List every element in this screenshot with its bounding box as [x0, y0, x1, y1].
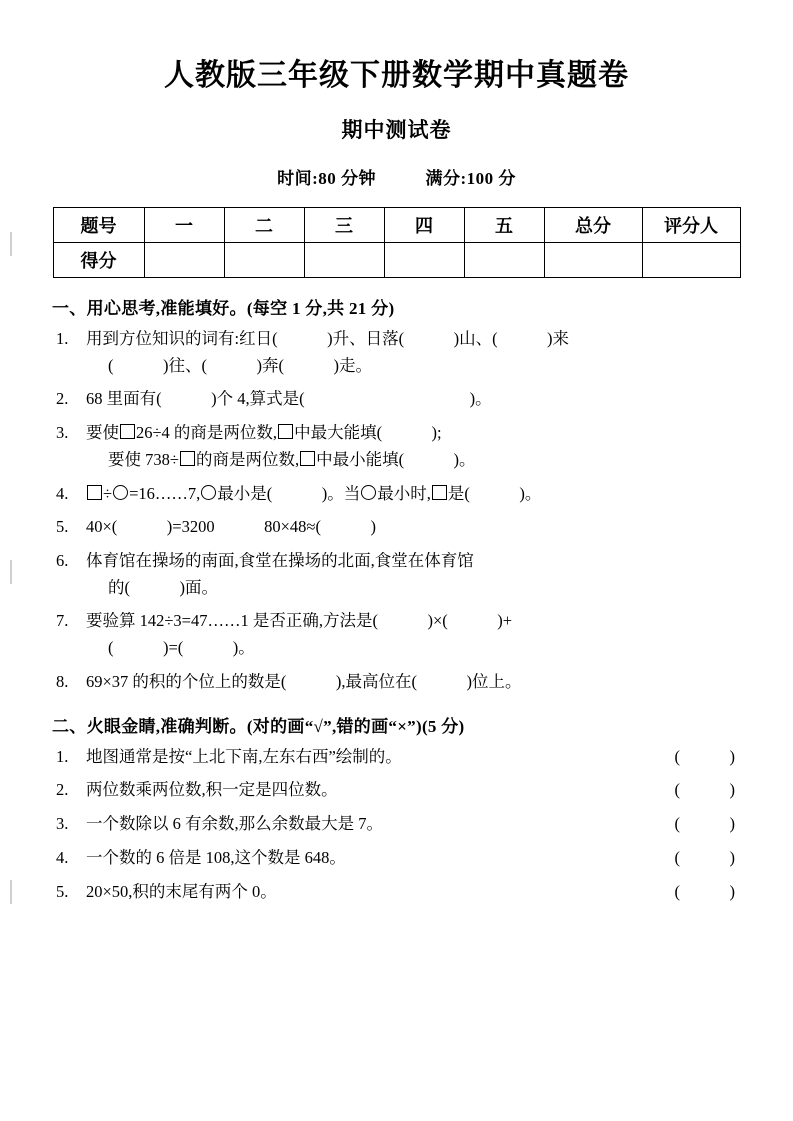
- section-heading-two: 二、火眼金睛,准确判断。(对的画“√”,错的画“×”)(5 分): [52, 716, 465, 736]
- score-input-cell[interactable]: [144, 243, 224, 278]
- question-number: 2.: [56, 780, 69, 800]
- square-box-icon: [87, 485, 102, 500]
- question-number: 1.: [56, 746, 69, 766]
- question-number: 4.: [56, 847, 69, 867]
- question-2-4: [52, 845, 741, 872]
- score-table-header-cell: 二: [224, 208, 304, 243]
- q3-text-f: 中最小能填( )。: [316, 449, 476, 469]
- score-input-cell[interactable]: [384, 243, 464, 278]
- question-number: 5.: [56, 881, 69, 901]
- circle-box-icon: [361, 485, 376, 500]
- square-box-icon: [120, 424, 135, 439]
- score-table-header-cell: 题号: [53, 208, 144, 243]
- question-1-8: [52, 669, 741, 696]
- q4-text-c: 最小是( )。当: [217, 483, 361, 503]
- answer-parenthesis[interactable]: ( ): [674, 746, 735, 766]
- question-text: 69×37 的积的个位上的数是( ),最高位在( )位上。: [86, 671, 522, 691]
- score-table-header-cell: 五: [464, 208, 544, 243]
- question-text: 体育馆在操场的南面,食堂在操场的北面,食堂在体育馆: [86, 551, 474, 571]
- question-2-2: [52, 777, 741, 804]
- q3-text-c: 中最大能填( );: [294, 423, 442, 443]
- q3-text-b: 26÷4 的商是两位数,: [136, 423, 278, 443]
- question-text: 68 里面有( )个 4,算式是( )。: [86, 389, 492, 409]
- question-1-4: [52, 481, 741, 508]
- answer-parenthesis[interactable]: ( ): [674, 814, 735, 834]
- question-number: 7.: [56, 611, 69, 631]
- question-text: [86, 420, 741, 447]
- question-text-cont: ( )=( )。: [108, 638, 255, 658]
- question-number: 4.: [56, 483, 69, 503]
- score-table-header-cell: 四: [384, 208, 464, 243]
- exam-meta: [52, 164, 741, 189]
- score-input-cell[interactable]: [642, 243, 740, 278]
- answer-parenthesis[interactable]: ( ): [674, 780, 735, 800]
- score-input-cell[interactable]: [304, 243, 384, 278]
- q3-text-e: 的商是两位数,: [195, 449, 300, 469]
- score-table-header-cell: 一: [144, 208, 224, 243]
- question-text: [86, 481, 741, 508]
- score-input-cell[interactable]: [224, 243, 304, 278]
- score-table: [53, 207, 741, 278]
- score-input-cell[interactable]: [544, 243, 642, 278]
- question-text: 地图通常是按“上北下南,左东右西”绘制的。: [86, 746, 402, 766]
- square-box-icon: [278, 424, 293, 439]
- circle-box-icon: [201, 485, 216, 500]
- question-number: 8.: [56, 671, 69, 691]
- question-number: 6.: [56, 551, 69, 571]
- section-heading-one: 一、用心思考,准能填好。(每空 1 分,共 21 分): [52, 299, 395, 318]
- square-box-icon: [180, 451, 195, 466]
- question-1-6: [52, 548, 741, 601]
- table-row: [53, 243, 740, 278]
- question-text: 要验算 142÷3=47……1 是否正确,方法是( )×( )+: [86, 611, 513, 631]
- q4-text-e: 是( )。: [447, 483, 542, 503]
- question-1-5: [52, 514, 741, 541]
- question-number: 1.: [56, 329, 69, 348]
- square-box-icon: [300, 451, 315, 466]
- square-box-icon: [432, 485, 447, 500]
- total-score: 满分:100 分: [425, 169, 516, 188]
- question-number: 3.: [56, 423, 69, 443]
- question-text: 一个数除以 6 有余数,那么余数最大是 7。: [86, 814, 383, 834]
- q3-text-d: 要使 738÷: [108, 449, 179, 469]
- q4-text-b: =16……7,: [129, 483, 201, 503]
- score-table-header-cell: 评分人: [642, 208, 740, 243]
- question-text-cont: ( )往、( )奔( )走。: [108, 355, 372, 375]
- time-limit: 时间:80 分钟: [277, 169, 376, 188]
- question-1-3: [52, 420, 741, 473]
- question-2-1: [52, 744, 741, 771]
- question-1-1: [52, 326, 741, 379]
- page-edge-mark-middle: [10, 560, 12, 584]
- question-number: 5.: [56, 517, 69, 537]
- page-edge-mark-top: [10, 232, 12, 256]
- question-1-7: [52, 608, 741, 661]
- page-subtitle: 期中测试卷: [341, 118, 452, 142]
- q4-text-a: ÷: [103, 483, 113, 503]
- score-table-header-cell: 总分: [544, 208, 642, 243]
- score-input-cell[interactable]: [464, 243, 544, 278]
- page-edge-mark-lower: [10, 880, 12, 904]
- question-text: 20×50,积的末尾有两个 0。: [86, 881, 277, 901]
- answer-parenthesis[interactable]: ( ): [674, 881, 735, 901]
- score-table-label-cell: 得分: [53, 243, 144, 278]
- question-text: 一个数的 6 倍是 108,这个数是 648。: [86, 847, 346, 867]
- page-title: 人教版三年级下册数学期中真题卷: [164, 58, 629, 93]
- q3-text-a: 要使: [86, 423, 119, 443]
- question-number: 3.: [56, 814, 69, 834]
- question-text-cont: 的( )面。: [108, 577, 218, 597]
- question-text: 40×( )=3200 80×48≈( ): [86, 517, 376, 537]
- question-text: 两位数乘两位数,积一定是四位数。: [86, 780, 338, 800]
- question-2-5: [52, 879, 741, 906]
- table-row: [53, 208, 740, 243]
- question-number: 2.: [56, 389, 69, 409]
- question-text: 用到方位知识的词有:红日( )升、日落( )山、( )来: [86, 329, 570, 348]
- question-1-2: [52, 386, 741, 413]
- circle-box-icon: [113, 485, 128, 500]
- answer-parenthesis[interactable]: ( ): [674, 847, 735, 867]
- question-text-cont: [86, 447, 741, 474]
- question-2-3: [52, 811, 741, 838]
- score-table-header-cell: 三: [304, 208, 384, 243]
- q4-text-d: 最小时,: [377, 483, 431, 503]
